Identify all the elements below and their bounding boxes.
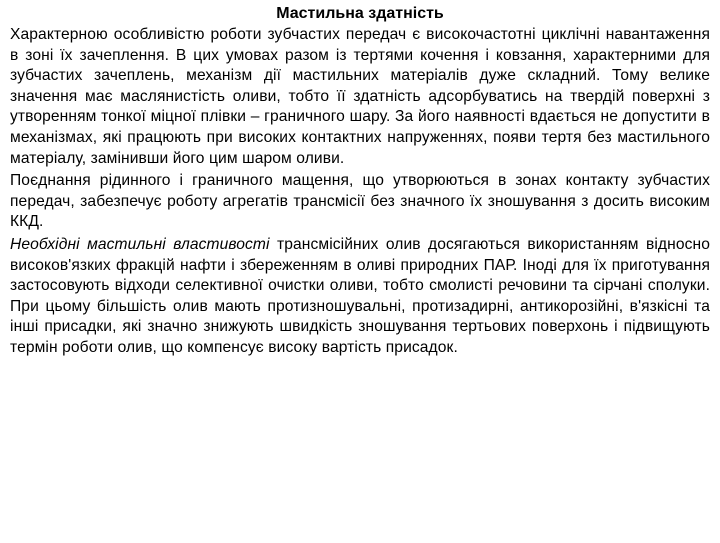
paragraph-3-text: трансмісійних олив досягаються використанням відносно високов'язких фракцій нафти і збереженням в оливі природних ПАР. Іноді для їх приготування застосовують відходи селективної очистки оливи, тобто смолисті речовини та сірчані сполуки. При цьому більшість олив мають протизношувальні, протизадирні, антикорозійні, в'язкісні та інші присадки, які значно знижують швидкість зношування тертьових поверхонь і підвищують термін роботи олив, що компенсує високу вартість присадок. <box>10 235 710 356</box>
paragraph-3-emphasis: Необхідні мастильні властивості <box>10 235 270 253</box>
paragraph-1: Характерною особливістю роботи зубчастих передач є високочастотні циклічні навантаження в зоні їх зачеплення. В цих умовах разом із тертями кочення і ковзання, характерними для зубчастих зачеплень, механізм дії мастильних матеріалів дуже складний. Тому велике значення має маслянистість оливи, тобто її здатність адсорбуватись на твердій поверхні з утворенням тонкої міцної плівки – граничного шару. За його наявності вдається не допустити в механізмах, які працюють при високих контактних напруженнях, появи тертя без мастильного матеріалу, замінивши його цим шаром оливи. <box>10 26 710 167</box>
slide <box>0 3 720 543</box>
paragraph-3 <box>10 235 710 359</box>
paragraph-2: Поєднання рідинного і граничного мащення, що утворюються в зонах контакту зубчастих передач, забезпечує роботу агрегатів трансмісії без значного їх зношування з досить високим ККД. <box>10 172 710 231</box>
slide-title: Мастильна здатність <box>276 5 444 22</box>
